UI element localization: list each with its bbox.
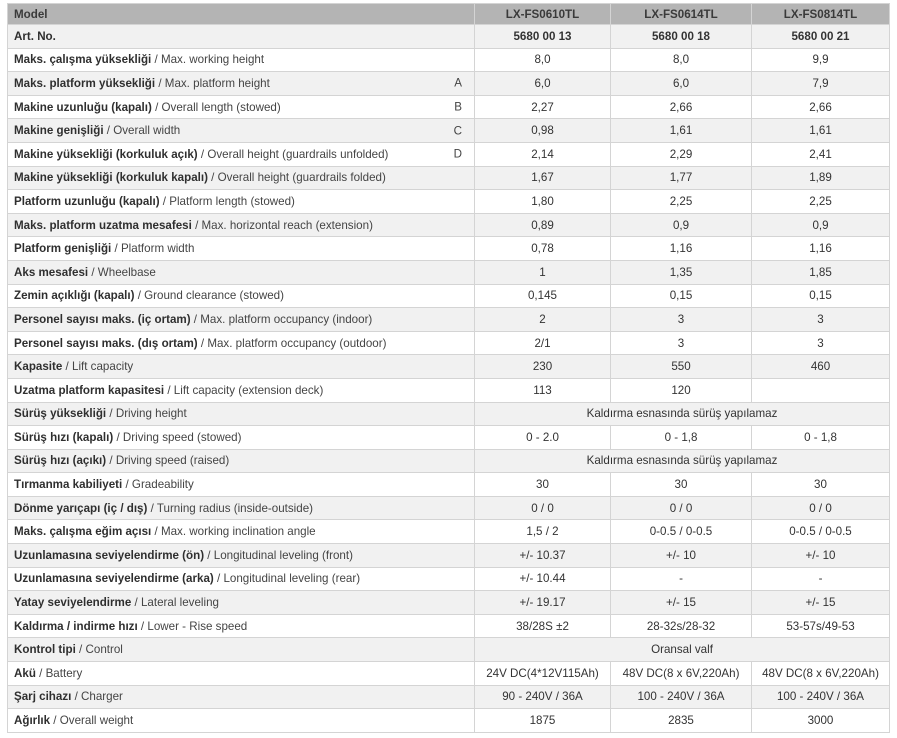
model-header: Model: [8, 4, 475, 25]
spec-label-turkish: Aks mesafesi: [14, 265, 89, 279]
spec-label-turkish: Sürüş hızı (açıkı): [14, 454, 107, 468]
dimension-letter: B: [454, 100, 462, 114]
spec-value: 0,98: [475, 119, 611, 143]
spec-value: 2835: [611, 709, 752, 733]
spec-label-turkish: Kaldırma / indirme hızı: [14, 619, 138, 633]
model-name: LX-FS0614TL: [611, 4, 752, 25]
spec-label: Ağırlık / Overall weight: [8, 709, 475, 733]
spec-value: 2,27: [475, 95, 611, 119]
spec-value: 230: [475, 355, 611, 379]
spec-value: -: [752, 567, 890, 591]
spec-value: 0,15: [752, 284, 890, 308]
spec-value: 0,15: [611, 284, 752, 308]
spec-value: 2,66: [611, 95, 752, 119]
spec-value: 28-32s/28-32: [611, 614, 752, 638]
spec-value: +/- 10.37: [475, 544, 611, 568]
spec-label-english: Ground clearance (stowed): [144, 289, 284, 303]
spec-value-merged: Kaldırma esnasında sürüş yapılamaz: [475, 402, 890, 426]
spec-value: 53-57s/49-53: [752, 614, 890, 638]
spec-table: [7, 3, 890, 733]
dimension-letter: D: [453, 147, 462, 161]
table-row: [8, 520, 890, 544]
spec-value: 120: [611, 378, 752, 402]
spec-label-english: Overall weight: [59, 714, 134, 728]
table-row: [8, 142, 890, 166]
spec-label: Tırmanma kabiliyeti / Gradeability: [8, 473, 475, 497]
spec-value: 113: [475, 378, 611, 402]
spec-label-english: Overall height (guardrails folded): [217, 171, 386, 185]
spec-value: 24V DC(4*12V115Ah): [475, 662, 611, 686]
spec-value: 7,9: [752, 72, 890, 96]
table-row: [8, 591, 890, 615]
spec-value: 3: [611, 331, 752, 355]
spec-label-english: Longitudinal leveling (rear): [223, 572, 361, 586]
spec-label-english: Max. platform occupancy (indoor): [200, 312, 373, 326]
spec-label-turkish: Makine uzunluğu (kapalı): [14, 100, 152, 114]
spec-value: 48V DC(8 x 6V,220Ah): [752, 662, 890, 686]
spec-value: 0 - 2.0: [475, 426, 611, 450]
spec-label-turkish: Ağırlık: [14, 714, 51, 728]
spec-value: 100 - 240V / 36A: [752, 685, 890, 709]
spec-label-turkish: Personel sayısı maks. (iç ortam): [14, 312, 191, 326]
spec-label-turkish: Dönme yarıçapı (iç / dış): [14, 501, 148, 515]
spec-value: 1,80: [475, 190, 611, 214]
spec-label: Kaldırma / indirme hızı / Lower - Rise speed: [8, 614, 475, 638]
spec-label-turkish: Tırmanma kabiliyeti: [14, 478, 123, 492]
table-row: [8, 72, 890, 96]
spec-label-turkish: Kontrol tipi: [14, 643, 76, 657]
spec-value: 2/1: [475, 331, 611, 355]
spec-value: 5680 00 18: [611, 25, 752, 49]
spec-value: 0,9: [752, 213, 890, 237]
spec-label-english: Max. platform occupancy (outdoor): [207, 336, 387, 350]
spec-value: 8,0: [475, 48, 611, 72]
table-row: [8, 709, 890, 733]
spec-value: 8,0: [611, 48, 752, 72]
spec-value: 0 / 0: [752, 496, 890, 520]
spec-label-english: Turning radius (inside-outside): [156, 501, 314, 515]
spec-value: 2,25: [752, 190, 890, 214]
spec-value: +/- 15: [611, 591, 752, 615]
spec-label-turkish: Makine genişliği: [14, 124, 104, 138]
spec-label-turkish: Platform genişliği: [14, 242, 112, 256]
spec-value: -: [611, 567, 752, 591]
spec-label-english: Battery: [45, 666, 83, 680]
spec-label-english: Lift capacity: [72, 360, 134, 374]
table-row: [8, 473, 890, 497]
table-row: [8, 402, 890, 426]
table-row: [8, 166, 890, 190]
spec-label-english: Overall width: [113, 124, 181, 138]
spec-value: 0 / 0: [611, 496, 752, 520]
spec-value: 0,89: [475, 213, 611, 237]
spec-label-english: Max. platform height: [164, 76, 270, 90]
spec-value: 2,25: [611, 190, 752, 214]
spec-label-turkish: Uzunlamasına seviyelendirme (arka): [14, 572, 214, 586]
spec-value-merged: Oransal valf: [475, 638, 890, 662]
table-row: [8, 284, 890, 308]
spec-label: Kontrol tipi / Control: [8, 638, 475, 662]
table-row: [8, 119, 890, 143]
table-row: [8, 237, 890, 261]
spec-label-english: Platform width: [120, 242, 195, 256]
spec-value: 1,16: [611, 237, 752, 261]
spec-label-turkish: Sürüş yüksekliği: [14, 407, 107, 421]
spec-label: Makine uzunluğu (kapalı) / Overall length (stowed) B: [8, 95, 475, 119]
spec-label: Sürüş hızı (açıkı) / Driving speed (raised): [8, 449, 475, 473]
spec-value: 1,89: [752, 166, 890, 190]
spec-label-turkish: Uzunlamasına seviyelendirme (ön): [14, 548, 205, 562]
spec-value: 5680 00 13: [475, 25, 611, 49]
spec-value: +/- 19.17: [475, 591, 611, 615]
spec-label-turkish: Şarj cihazı: [14, 690, 72, 704]
spec-label-english: Platform length (stowed): [169, 194, 295, 208]
dimension-letter: C: [453, 124, 462, 138]
spec-value: 0,9: [611, 213, 752, 237]
model-name: LX-FS0814TL: [752, 4, 890, 25]
spec-label-turkish: Makine yüksekliği (korkuluk açık): [14, 147, 198, 161]
spec-label: Uzatma platform kapasitesi / Lift capacity (extension deck): [8, 378, 475, 402]
spec-label-english: Driving speed (stowed): [122, 430, 242, 444]
spec-label: Şarj cihazı / Charger: [8, 685, 475, 709]
spec-label-english: Control: [85, 643, 123, 657]
spec-label: Platform genişliği / Platform width: [8, 237, 475, 261]
spec-value: 2: [475, 308, 611, 332]
spec-value: 1,61: [752, 119, 890, 143]
spec-label-english: Driving height: [115, 407, 187, 421]
table-row: [8, 213, 890, 237]
spec-label-turkish: Sürüş hızı (kapalı): [14, 430, 114, 444]
spec-label: Maks. çalışma yüksekliği / Max. working height: [8, 48, 475, 72]
table-row: [8, 331, 890, 355]
spec-label: Kapasite / Lift capacity: [8, 355, 475, 379]
spec-value: 0-0.5 / 0-0.5: [752, 520, 890, 544]
spec-value: 9,9: [752, 48, 890, 72]
spec-value: 6,0: [475, 72, 611, 96]
spec-value: 3: [752, 308, 890, 332]
spec-value-merged: Kaldırma esnasında sürüş yapılamaz: [475, 449, 890, 473]
table-row: [8, 378, 890, 402]
table-row: [8, 662, 890, 686]
spec-label-english: Wheelbase: [97, 265, 156, 279]
spec-label-turkish: Maks. platform uzatma mesafesi: [14, 218, 192, 232]
spec-table-body: [8, 25, 890, 733]
table-row: [8, 308, 890, 332]
spec-value: 1,5 / 2: [475, 520, 611, 544]
dimension-letter: A: [454, 76, 462, 90]
table-row: [8, 544, 890, 568]
table-row: [8, 355, 890, 379]
spec-label-turkish: Platform uzunluğu (kapalı): [14, 194, 160, 208]
spec-value: 1875: [475, 709, 611, 733]
table-row: [8, 496, 890, 520]
spec-label: Maks. platform uzatma mesafesi / Max. horizontal reach (extension): [8, 213, 475, 237]
spec-value: 2,66: [752, 95, 890, 119]
spec-label-english: Driving speed (raised): [115, 454, 230, 468]
spec-value: 460: [752, 355, 890, 379]
spec-label-english: Max. horizontal reach (extension): [201, 218, 373, 232]
spec-label-turkish: Maks. çalışma eğim açısı: [14, 525, 152, 539]
spec-value: 550: [611, 355, 752, 379]
spec-label: Uzunlamasına seviyelendirme (ön) / Longitudinal leveling (front): [8, 544, 475, 568]
spec-label-english: Gradeability: [131, 478, 194, 492]
spec-value: 100 - 240V / 36A: [611, 685, 752, 709]
spec-label-turkish: Maks. çalışma yüksekliği: [14, 53, 152, 67]
spec-label: Zemin açıklığı (kapalı) / Ground clearance (stowed): [8, 284, 475, 308]
header-row: [8, 4, 890, 25]
spec-label-english: Overall length (stowed): [161, 100, 281, 114]
spec-label-turkish: Kapasite: [14, 360, 63, 374]
spec-label: Uzunlamasına seviyelendirme (arka) / Longitudinal leveling (rear): [8, 567, 475, 591]
spec-label-turkish: Makine yüksekliği (korkuluk kapalı): [14, 171, 208, 185]
spec-value: [752, 378, 890, 402]
spec-value: 1,16: [752, 237, 890, 261]
spec-value: 30: [475, 473, 611, 497]
spec-value: +/- 10: [611, 544, 752, 568]
spec-value: 0 - 1,8: [611, 426, 752, 450]
table-row: [8, 48, 890, 72]
spec-value: 38/28S ±2: [475, 614, 611, 638]
spec-label-turkish: Akü: [14, 666, 36, 680]
spec-value: 0-0.5 / 0-0.5: [611, 520, 752, 544]
spec-label-english: Lift capacity (extension deck): [173, 383, 324, 397]
table-row: [8, 95, 890, 119]
spec-label: Maks. çalışma eğim açısı / Max. working inclination angle: [8, 520, 475, 544]
spec-value: 2,41: [752, 142, 890, 166]
spec-value: 48V DC(8 x 6V,220Ah): [611, 662, 752, 686]
spec-value: 5680 00 21: [752, 25, 890, 49]
spec-label-turkish: Uzatma platform kapasitesi: [14, 383, 165, 397]
spec-value: +/- 10.44: [475, 567, 611, 591]
spec-label-english: Max. working inclination angle: [160, 525, 316, 539]
spec-label: Aks mesafesi / Wheelbase: [8, 260, 475, 284]
spec-value: 2,29: [611, 142, 752, 166]
spec-value: 0 / 0: [475, 496, 611, 520]
spec-label-turkish: Personel sayısı maks. (dış ortam): [14, 336, 198, 350]
table-row: [8, 260, 890, 284]
spec-value: 3: [752, 331, 890, 355]
spec-label: Sürüş yüksekliği / Driving height: [8, 402, 475, 426]
spec-label-english: Charger: [81, 690, 123, 704]
table-row: [8, 614, 890, 638]
table-row: [8, 449, 890, 473]
spec-value: 1,67: [475, 166, 611, 190]
spec-label: Makine yüksekliği (korkuluk kapalı) / Overall height (guardrails folded): [8, 166, 475, 190]
spec-label: Maks. platform yüksekliği / Max. platform height A: [8, 72, 475, 96]
table-row: [8, 638, 890, 662]
spec-value: 0 - 1,8: [752, 426, 890, 450]
spec-label: Personel sayısı maks. (iç ortam) / Max. platform occupancy (indoor): [8, 308, 475, 332]
spec-label-turkish: Maks. platform yüksekliği: [14, 76, 156, 90]
spec-label: [8, 25, 475, 49]
spec-value: 6,0: [611, 72, 752, 96]
table-row: [8, 567, 890, 591]
spec-label: Personel sayısı maks. (dış ortam) / Max. platform occupancy (outdoor): [8, 331, 475, 355]
spec-value: 2,14: [475, 142, 611, 166]
spec-label: Sürüş hızı (kapalı) / Driving speed (stowed): [8, 426, 475, 450]
spec-value: +/- 10: [752, 544, 890, 568]
spec-label: Akü / Battery: [8, 662, 475, 686]
spec-label: Platform uzunluğu (kapalı) / Platform length (stowed): [8, 190, 475, 214]
table-row: [8, 25, 890, 49]
table-row: [8, 426, 890, 450]
model-name: LX-FS0610TL: [475, 4, 611, 25]
spec-label: Makine genişliği / Overall width C: [8, 119, 475, 143]
spec-value: 1,61: [611, 119, 752, 143]
spec-value: 1: [475, 260, 611, 284]
spec-value: 90 - 240V / 36A: [475, 685, 611, 709]
spec-label-english: Max. working height: [160, 53, 265, 67]
spec-label-english: Lower - Rise speed: [147, 619, 248, 633]
spec-value: 0,78: [475, 237, 611, 261]
spec-value: 3: [611, 308, 752, 332]
spec-label-english: Lateral leveling: [140, 596, 219, 610]
spec-label-english: Longitudinal leveling (front): [213, 548, 353, 562]
spec-label-turkish: Yatay seviyelendirme: [14, 596, 132, 610]
spec-value: 1,85: [752, 260, 890, 284]
spec-value: 1,77: [611, 166, 752, 190]
spec-value: 3000: [752, 709, 890, 733]
spec-value: 30: [752, 473, 890, 497]
spec-value: 30: [611, 473, 752, 497]
spec-label: Dönme yarıçapı (iç / dış) / Turning radius (inside-outside): [8, 496, 475, 520]
spec-label-english: Overall height (guardrails unfolded): [207, 147, 389, 161]
table-row: [8, 685, 890, 709]
spec-label: Makine yüksekliği (korkuluk açık) / Overall height (guardrails unfolded) D: [8, 142, 475, 166]
spec-value: +/- 15: [752, 591, 890, 615]
spec-label-turkish: Zemin açıklığı (kapalı): [14, 289, 135, 303]
spec-label-turkish: Art. No.: [14, 29, 56, 43]
table-row: [8, 190, 890, 214]
spec-value: 1,35: [611, 260, 752, 284]
spec-label: Yatay seviyelendirme / Lateral leveling: [8, 591, 475, 615]
spec-value: 0,145: [475, 284, 611, 308]
